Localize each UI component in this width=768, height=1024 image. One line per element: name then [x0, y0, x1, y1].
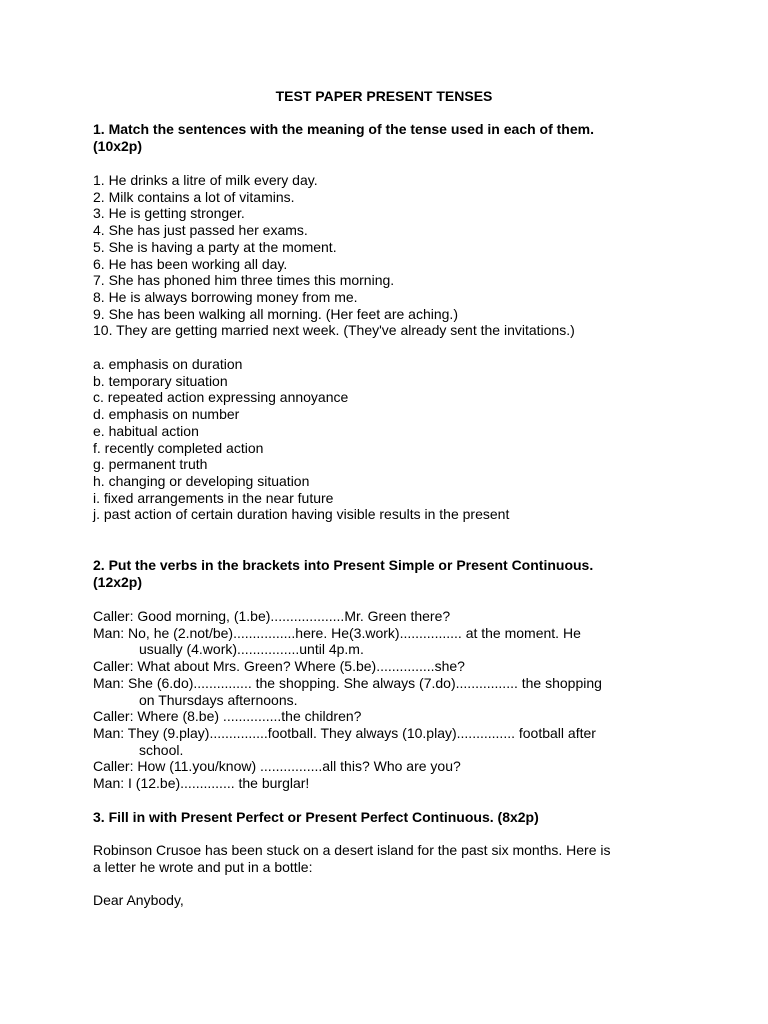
- meaning-item: e. habitual action: [93, 422, 199, 439]
- section-2-heading-line: (12x2p): [93, 573, 143, 590]
- meaning-item: d. emphasis on number: [93, 406, 240, 423]
- section-2-heading-line: 2. Put the verbs in the brackets into Present Simple or Present Continuous.: [93, 557, 594, 573]
- letter-salutation-text: Dear Anybody,: [93, 892, 184, 908]
- dialogue-line: Man: She (6.do)............... the shopping. She always (7.do)................ the shopping: [93, 674, 602, 691]
- letter-intro-line: Robinson Crusoe has been stuck on a desert island for the past six months. Here is: [93, 842, 611, 858]
- sentence-item: 3. He is getting stronger.: [93, 205, 245, 222]
- page-title: TEST PAPER PRESENT TENSES: [275, 88, 493, 104]
- sentence-item: 6. He has been working all day.: [93, 255, 288, 272]
- sentence-item: 7. She has phoned him three times this morning.: [93, 272, 395, 289]
- sentence-item: 10. They are getting married next week. (They've already sent the invitations.): [93, 322, 575, 339]
- section-1-heading-line: 1. Match the sentences with the meaning of the tense used in each of them.: [93, 121, 594, 137]
- meaning-item: c. repeated action expressing annoyance: [93, 389, 349, 406]
- sentence-item: 9. She has been walking all morning. (Her feet are aching.): [93, 305, 458, 322]
- meaning-item: i. fixed arrangements in the near future: [93, 489, 334, 506]
- letter-salutation: [93, 892, 673, 909]
- letter-intro-line: a letter he wrote and put in a bottle:: [93, 858, 313, 875]
- meaning-item: a. emphasis on duration: [93, 356, 243, 372]
- sentence-item: 4. She has just passed her exams.: [93, 222, 308, 239]
- letter-intro: [93, 842, 673, 875]
- meaning-item: j. past action of certain duration having visible results in the present: [93, 506, 510, 523]
- meaning-item: b. temporary situation: [93, 372, 228, 389]
- dialogue-line-continuation: usually (4.work)................until 4p.m.: [139, 641, 364, 658]
- section-1-heading-line: (10x2p): [93, 137, 143, 154]
- dialogue-line: Man: I (12.be).............. the burglar!: [93, 775, 310, 792]
- section-3-heading-line: 3. Fill in with Present Perfect or Present Perfect Continuous. (8x2p): [93, 809, 539, 825]
- sentence-item: 5. She is having a party at the moment.: [93, 238, 337, 255]
- section-1-heading: [93, 121, 673, 154]
- dialogue-line-continuation: on Thursdays afternoons.: [139, 691, 298, 708]
- section-3-heading: [93, 809, 673, 826]
- dialogue-line: Caller: Good morning, (1.be)...................Mr. Green there?: [93, 608, 451, 624]
- dialogue-line: Caller: Where (8.be) ...............the children?: [93, 708, 362, 725]
- sentence-item: 1. He drinks a litre of milk every day.: [93, 172, 318, 188]
- sentence-item: 8. He is always borrowing money from me.: [93, 288, 358, 305]
- meaning-item: f. recently completed action: [93, 439, 264, 456]
- dialogue-line-continuation: school.: [139, 741, 184, 758]
- section-2-heading: [93, 557, 673, 590]
- dialogue-line: Man: They (9.play)...............football. They always (10.play)............... football after: [93, 724, 596, 741]
- sentence-list: [93, 172, 673, 339]
- sentence-item: 2. Milk contains a lot of vitamins.: [93, 188, 295, 205]
- dialogue-line: Caller: What about Mrs. Green? Where (5.be)...............she?: [93, 658, 465, 675]
- meaning-list: [93, 356, 673, 523]
- meaning-item: g. permanent truth: [93, 456, 208, 473]
- meaning-item: h. changing or developing situation: [93, 472, 310, 489]
- dialogue-line: Caller: How (11.you/know) ................all this? Who are you?: [93, 758, 461, 775]
- dialogue-exercise: [93, 608, 673, 792]
- dialogue-line: Man: No, he (2.not/be)................here. He(3.work)................ at the moment. He: [93, 624, 581, 641]
